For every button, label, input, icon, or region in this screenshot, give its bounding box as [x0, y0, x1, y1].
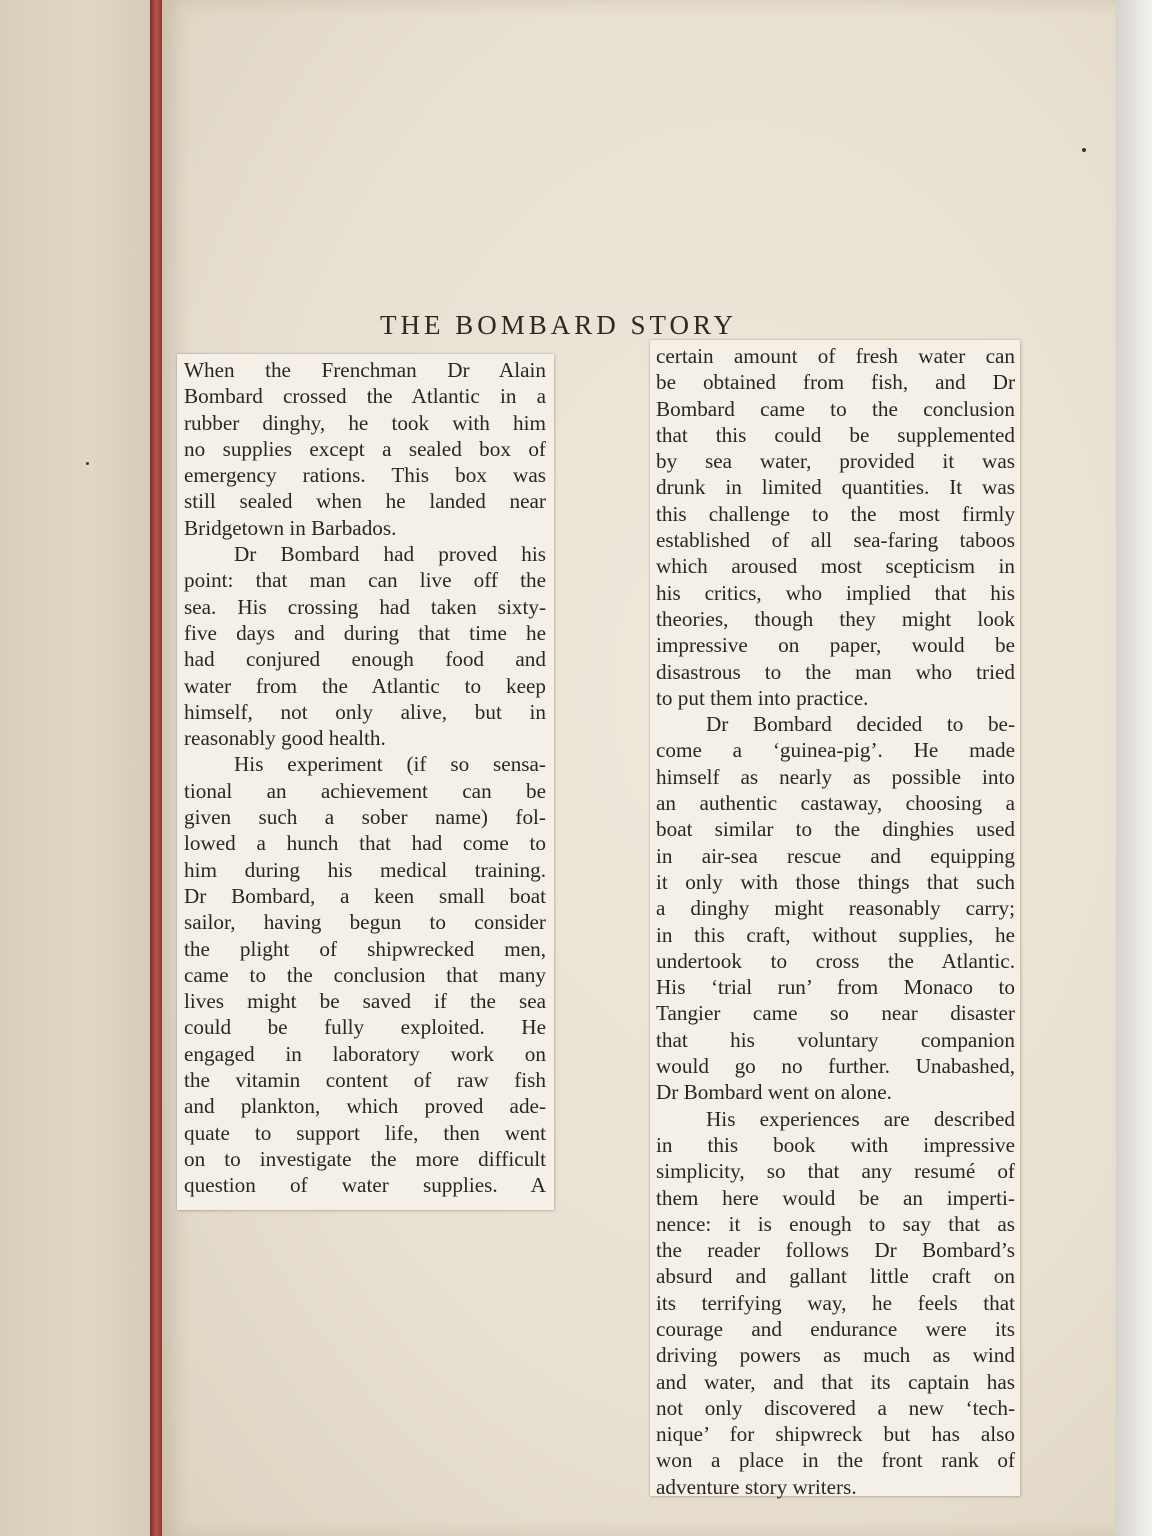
text-line: certain amount of fresh water can	[656, 344, 1015, 368]
text-line: it only with those things that such	[656, 869, 1015, 894]
text-line: and water, and that its captain has	[656, 1369, 1015, 1394]
text-line: came to the conclusion that many	[184, 962, 546, 987]
text-line: Dr Bombard, a keen small boat	[184, 883, 546, 908]
text-line: sailor, having begun to consider	[184, 910, 546, 935]
text-line: theories, though they might look	[656, 606, 1015, 631]
text-line: the reader follows Dr Bombard’s	[656, 1238, 1015, 1263]
text-line: not only discovered a new ‘tech-	[656, 1395, 1015, 1420]
text-line: driving powers as much as wind	[656, 1343, 1015, 1368]
text-line: in this craft, without supplies, he	[656, 922, 1015, 947]
text-line: absurd and gallant little craft on	[656, 1264, 1015, 1289]
text-line: five days and during that time he	[184, 620, 546, 645]
text-line: its terrifying way, he feels that	[656, 1290, 1015, 1315]
text-line: His ‘trial run’ from Monaco to	[656, 975, 1015, 1000]
text-line: him during his medical training.	[184, 857, 546, 882]
text-line: had conjured enough food and	[184, 647, 546, 672]
text-line: simplicity, so that any resumé of	[656, 1159, 1015, 1184]
text-line: be obtained from fish, and Dr	[656, 370, 1015, 395]
text-line: Dr Bombard decided to be-	[706, 712, 1015, 737]
text-line: Dr Bombard had proved his	[234, 542, 546, 567]
text-line: nence: it is enough to say that as	[656, 1211, 1015, 1236]
paper-speck	[86, 462, 89, 465]
text-line: that this could be supplemented	[656, 422, 1015, 447]
text-line: given such a sober name) fol-	[184, 805, 546, 830]
text-line: His experiment (if so sensa-	[234, 752, 546, 777]
background-edge	[1116, 0, 1152, 1536]
text-line: water from the Atlantic to keep	[184, 673, 546, 698]
text-line: an authentic castaway, choosing a	[656, 791, 1015, 816]
text-line: courage and endurance were its	[656, 1316, 1015, 1341]
text-line: in this book with impressive	[656, 1132, 1015, 1157]
text-line: still sealed when he landed near	[184, 489, 546, 514]
book-spine	[150, 0, 162, 1536]
text-line: could be fully exploited. He	[184, 1015, 546, 1040]
text-line: would go no further. Unabashed,	[656, 1054, 1015, 1079]
clipping-right-column	[650, 340, 1020, 1499]
text-line: reasonably good health.	[184, 726, 386, 751]
text-line: tional an achievement can be	[184, 778, 546, 803]
text-line: engaged in laboratory work on	[184, 1041, 546, 1066]
text-line: and plankton, which proved ade-	[184, 1094, 546, 1119]
text-line: lives might be saved if the sea	[184, 989, 546, 1014]
text-line: Bombard crossed the Atlantic in a	[184, 384, 546, 409]
text-line: himself, not only alive, but in	[184, 699, 546, 724]
text-line: undertook to cross the Atlantic.	[656, 948, 1015, 973]
text-line: himself as nearly as possible into	[656, 764, 1015, 789]
text-line: his critics, who implied that his	[656, 580, 1015, 605]
text-line: impressive on paper, would be	[656, 633, 1015, 658]
text-line: the vitamin content of raw fish	[184, 1068, 546, 1093]
text-line: that his voluntary companion	[656, 1027, 1015, 1052]
text-line: sea. His crossing had taken sixty-	[184, 594, 546, 619]
text-line: won a place in the front rank of	[656, 1448, 1015, 1473]
text-line: drunk in limited quantities. It was	[656, 475, 1015, 500]
text-line: this challenge to the most firmly	[656, 501, 1015, 526]
text-line: nique’ for shipwreck but has also	[656, 1422, 1015, 1447]
text-line: emergency rations. This box was	[184, 463, 546, 488]
text-line: point: that man can live off the	[184, 568, 546, 593]
text-line: no supplies except a sealed box of	[184, 436, 546, 461]
text-line: a dinghy might reasonably carry;	[656, 896, 1015, 921]
clipping-left-column	[177, 354, 554, 1210]
text-line: disastrous to the man who tried	[656, 659, 1015, 684]
text-line: Bombard came to the conclusion	[656, 396, 1015, 421]
paper-speck	[1082, 148, 1086, 152]
text-line: them here would be an imperti-	[656, 1185, 1015, 1210]
text-line: lowed a hunch that had come to	[184, 831, 546, 856]
text-line: the plight of shipwrecked men,	[184, 936, 546, 961]
text-line: Tangier came so near disaster	[656, 1001, 1015, 1026]
text-line: on to investigate the more difficult	[184, 1146, 546, 1171]
text-line: established of all sea-faring taboos	[656, 528, 1015, 553]
page-title: THE BOMBARD STORY	[380, 310, 738, 340]
text-line: which aroused most scepticism in	[656, 554, 1015, 579]
left-page-edge	[0, 0, 150, 1536]
text-line: adventure story writers.	[656, 1474, 857, 1499]
text-line: boat similar to the dinghies used	[656, 817, 1015, 842]
text-line: by sea water, provided it was	[656, 449, 1015, 474]
text-line: Dr Bombard went on alone.	[656, 1080, 892, 1105]
text-line: question of water supplies. A	[184, 1173, 546, 1198]
text-line: to put them into practice.	[656, 685, 869, 710]
text-line: rubber dinghy, he took with him	[184, 410, 546, 435]
text-line: When the Frenchman Dr Alain	[184, 358, 546, 382]
text-line: come a ‘guinea-pig’. He made	[656, 738, 1015, 763]
text-line: in air-sea rescue and equipping	[656, 843, 1015, 868]
text-line: quate to support life, then went	[184, 1120, 546, 1145]
text-line: His experiences are described	[706, 1106, 1015, 1131]
text-line: Bridgetown in Barbados.	[184, 515, 397, 540]
